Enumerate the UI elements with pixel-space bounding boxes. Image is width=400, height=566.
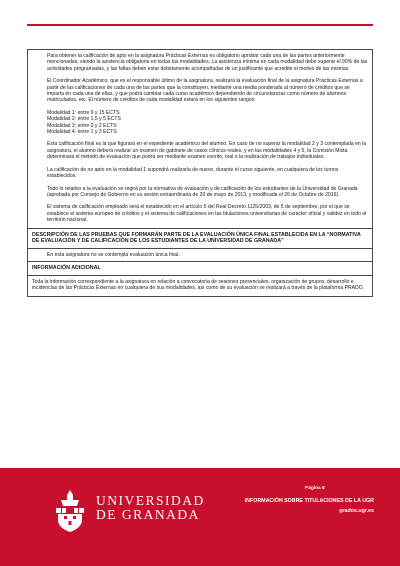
single-exam-heading: DESCRIPCIÓN DE LAS PRUEBAS QUE FORMARÁN PARTE DE LA EVALUACIÓN ÚNICA FINAL ESTABLECIDA EN LA “NORMATIVA DE EVALUACIÓN Y DE CALIFICACIÓN DE LOS ESTUDIANTES DE LA UNIVERSIDAD DE GRANADA” [28, 228, 372, 248]
university-name-line2: DE GRANADA [96, 507, 200, 522]
page-number: Página 8 [305, 486, 325, 491]
list-item: Modalidad 3: entre 0 y 2 ECTS [47, 122, 117, 129]
evaluation-table [27, 49, 373, 297]
evaluation-text-cell [28, 50, 372, 228]
footer-link[interactable]: grados.ugr.es [339, 508, 374, 514]
modality-list [47, 110, 368, 136]
single-exam-text: En esta asignatura no se contempla evaluación única final. [28, 248, 372, 261]
paragraph: El sistema de calificación empleado será el establecido en el artículo 5 del Real Decreto 1125/2003, de 5 de septiembre, por el que se establece el sistema europeo de créditos y el sistema de calificaciones en las titulaciones universitarias de carácter oficial y validez en todo el territorio nacional. [47, 204, 367, 224]
list-item: Modalidad 4: entre 1 y 3 ECTS [47, 129, 117, 136]
university-crest-icon [52, 488, 88, 532]
paragraph: La calificación de no apto en la modalidad 1 supondrá realizarla de nuevo, durante el curso siguiente, en cualquiera de los turnos establecidos. [47, 166, 339, 180]
paragraph: Para obtener la calificación de apto en la asignatura Prácticas Externas es obligatorio aprobar cada una de las partes anteriormente mencionadas, siendo la asistencia obligatoria en todas las modalidades. La asistencia mínima en cada modalidad debe superar el 90% de las actividades programadas, y las faltas deben estar debidamente acompañadas de un justificante que acredite el motivo de las mismas. [47, 53, 368, 72]
paragraph: El Coordinador Académico, que es el responsable último de la asignatura, realizará la evaluación final de la asignatura Prácticas Externas a partir de las calificaciones de cada una de las partes que la constituyen, mediante una media ponderada al número de créditos que se imparta en cada una de ellas, y que podrá cambiar cada curso académico dependiendo de circunstancias como número de alumnos matriculados, etc. El número de créditos de cada modalidad estará en los siguientes rangos: [47, 78, 363, 104]
additional-info-text: Toda la información correspondiente a la asignatura en relación a convocatoria de sesiones presenciales, organización de grupos, desarrollo e incidencias de las Prácticas Externas en cualquiera de sus modalidades, así como de su evaluación se realizará a través de la plataforma PRADO. [28, 275, 372, 296]
university-name [96, 494, 205, 522]
footer-title: INFORMACIÓN SOBRE TITULACIONES DE LA UGR [244, 498, 374, 504]
additional-info-heading: INFORMACIÓN ADICIONAL [28, 261, 372, 275]
list-item: Modalidad 2: entre 1,5 y 5 ECTS [47, 116, 121, 123]
paragraph: Esta calificación final es la que figurará en el expediente académico del alumno. En caso de no superar la modalidad 2 y 3 contemplada en la asignatura, el alumno deberá realizar un examen de gabinete de casos clínicos reales, y en las modalidades 4 y 5, la Comisión Mixta determinará el método de evaluación que podrá ser mediante examen escrito, oral o la realización de trabajos individuales. [47, 141, 367, 161]
paragraph: Todo lo relativo a la evaluación se regirá por la normativa de evaluación y de calificación de los estudiantes de la Universidad de Granada (aprobada por Consejo de Gobierno en su sesión extraordinaria de 20 de mayo de 2013, y modificada el 26 de Octubre de 2016). [47, 185, 358, 198]
list-item: Modalidad 1: entre 9 y 15 ECTS [47, 109, 120, 116]
header-rule [27, 24, 373, 26]
university-name-line1: UNIVERSIDAD [96, 493, 205, 508]
